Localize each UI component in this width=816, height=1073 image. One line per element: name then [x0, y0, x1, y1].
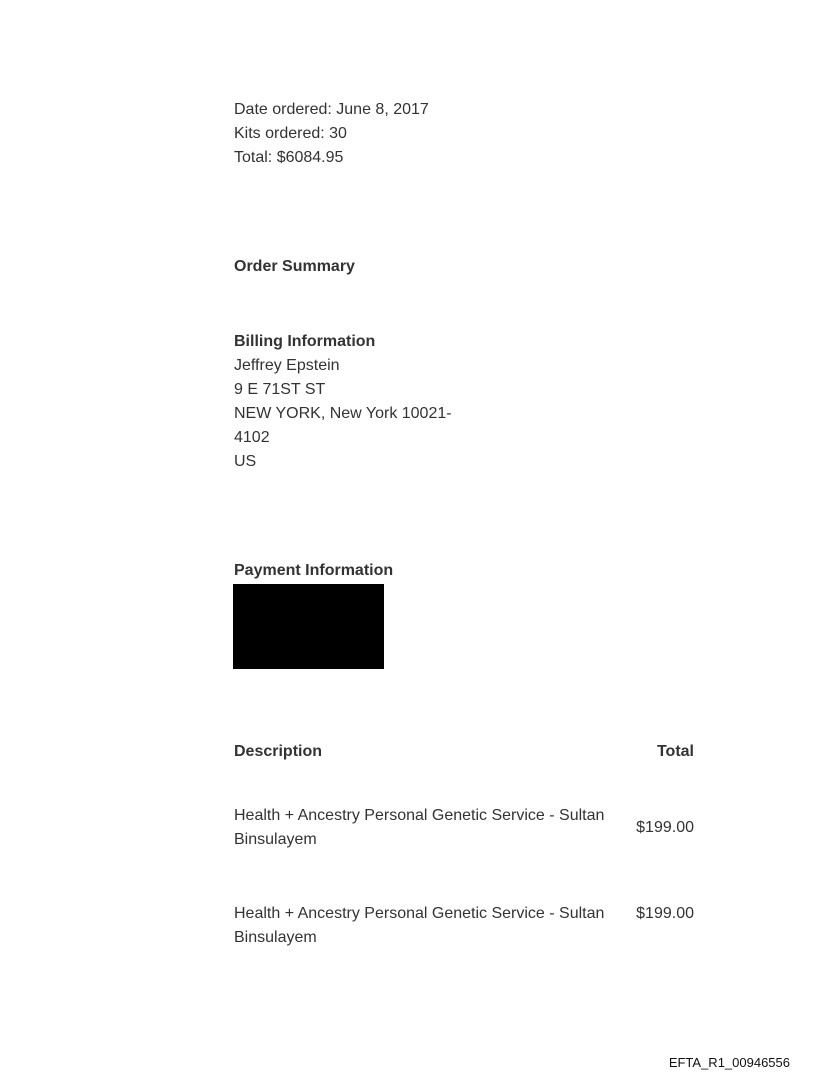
order-overview [234, 98, 694, 170]
billing-country: US [234, 453, 257, 470]
order-summary-section [234, 255, 694, 279]
billing-heading: Billing Information [234, 333, 376, 350]
item-price: $199.00 [636, 819, 694, 836]
date-ordered: Date ordered: June 8, 2017 [234, 101, 429, 118]
total-column-header: Total [656, 743, 694, 760]
item-price: $199.00 [636, 905, 694, 922]
description-column-header: Description [234, 743, 323, 760]
items-table-header [234, 740, 694, 764]
order-summary-heading: Order Summary [234, 258, 355, 275]
billing-city-line: NEW YORK, New York 10021- [234, 405, 452, 422]
table-row [234, 902, 694, 950]
billing-zip-extension: 4102 [234, 429, 270, 446]
item-description: Health + Ancestry Personal Genetic Service - Sultan Binsulayem [234, 807, 605, 848]
payment-section [234, 559, 694, 583]
billing-section [234, 330, 694, 474]
order-total: Total: $6084.95 [234, 149, 344, 166]
redaction-block [233, 584, 384, 669]
table-row [234, 804, 694, 852]
item-description: Health + Ancestry Personal Genetic Service - Sultan Binsulayem [234, 905, 605, 946]
document-id-stamp: EFTA_R1_00946556 [668, 1055, 790, 1070]
kits-ordered: Kits ordered: 30 [234, 125, 347, 142]
billing-name: Jeffrey Epstein [234, 357, 340, 374]
payment-heading: Payment Information [234, 562, 394, 579]
billing-street: 9 E 71ST ST [234, 381, 326, 398]
